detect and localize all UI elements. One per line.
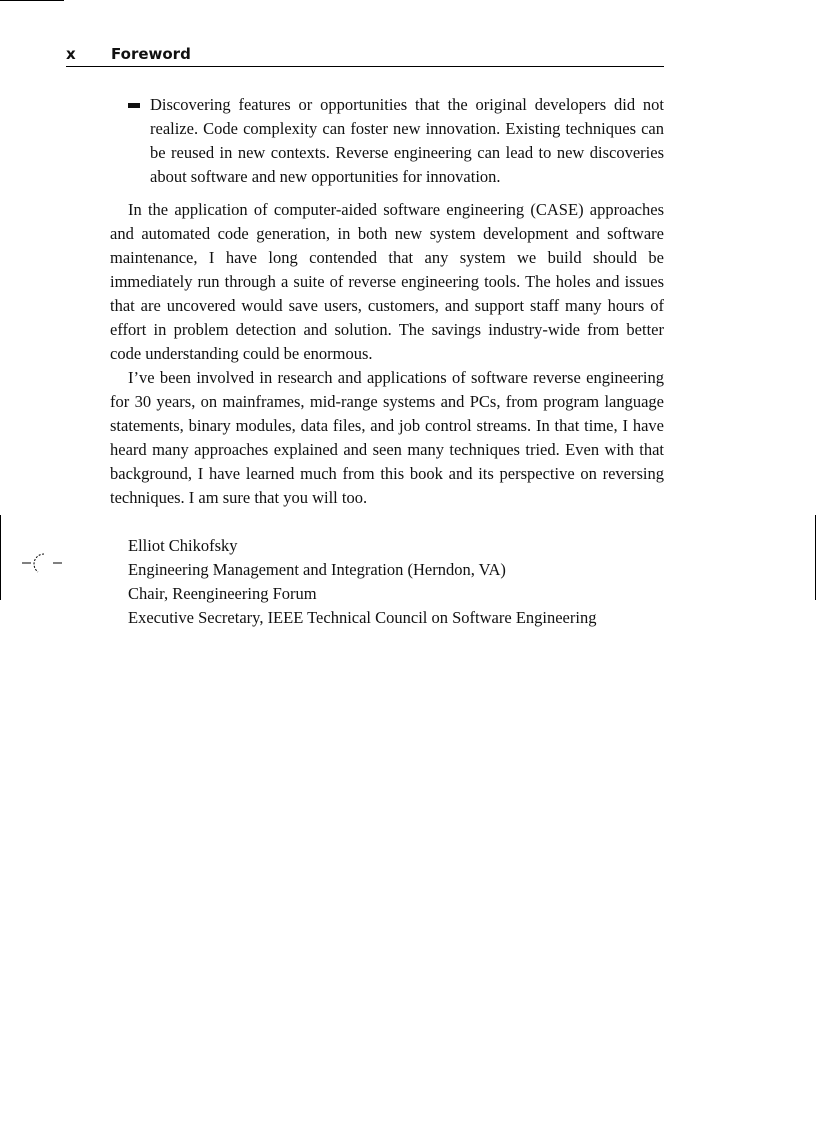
body-paragraph: In the application of computer-aided software engineering (CASE) approaches and automated code generation, in both new system development and software maintenance, I have long contended that any system we build should be immediately run through a suite of reverse engineering tools. The holes and issues that are uncovered would save users, customers, and support staff many hours of effort in problem detection and solution. The savings industry-wide from better code understanding could be enormous. xyxy=(110,200,664,363)
crop-mark-left xyxy=(0,515,1,600)
signature-name: Elliot Chikofsky xyxy=(128,536,238,555)
page-number: x xyxy=(66,45,76,63)
signature-role: Executive Secretary, IEEE Technical Council on Software Engineering xyxy=(128,608,597,627)
registration-mark-icon xyxy=(22,552,64,576)
body-paragraph: I’ve been involved in research and applications of software reverse engineering for 30 years, on mainframes, mid-range systems and PCs, from program language statements, binary modules, data files, and job control streams. In that time, I have heard many approaches explained and seen many techniques tried. Even with that background, I have learned much from this book and its perspective on reversing techniques. I am sure that you will too. xyxy=(110,368,664,507)
section-title: Foreword xyxy=(111,45,191,63)
signature-role: Chair, Reengineering Forum xyxy=(128,584,317,603)
signature-affiliation: Engineering Management and Integration (Herndon, VA) xyxy=(128,560,506,579)
bullet-text: Discovering features or opportunities that the original developers did not realize. Code complexity can foster new innovation. Existing techniques can be reused in new contexts. Reverse engineering can lead to new discoveries about software and new opportunities for innovation. xyxy=(150,95,664,186)
bullet-list-item xyxy=(110,93,664,189)
crop-mark-top xyxy=(0,0,64,1)
signature-block xyxy=(110,534,664,630)
page-body xyxy=(110,93,664,630)
running-head xyxy=(66,42,664,67)
bullet-square-icon xyxy=(128,103,140,108)
